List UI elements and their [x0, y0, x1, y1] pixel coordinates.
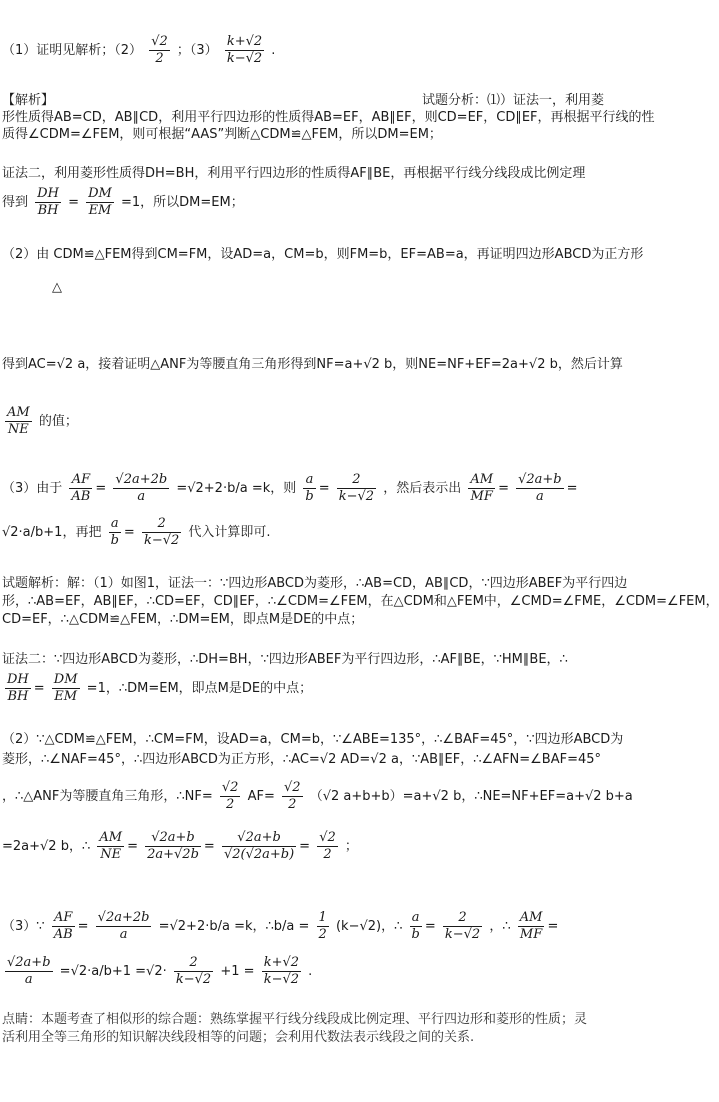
solution-line-5: $\frac{DH}{BH}$ = $\frac{DM}{EM}$ =1，∴DM=EM，即点M是DE的中点；	[7, 672, 313, 704]
solution-line-10: （3）∵ $\frac{AF}{AB}$ = $\frac{√2a+2b}{a}$ =√2+2·b/a =k，∴b/a = $\frac{1}{2}$ (k−√2)，∴ $\frac{a}{b}$ = $\frac{2}{k-√2}$ ，∴ $\frac{AM}{MF}$ =	[2, 910, 559, 942]
solution-line-7: 菱形，∴∠NAF=45°，∴四边形ABCD为正方形，∴AC=√2 AD=√2 a，∵AB∥EF，∴∠AFN=∠BAF=45°	[2, 752, 602, 767]
analysis-line-4: 得到 $\frac{DH}{BH}$ = $\frac{DM}{EM}$ =1，所以DM=EM；	[2, 186, 244, 218]
fraction-expr-f: $\frac{√2a+b}{a}$	[7, 955, 51, 987]
fraction-expr-d: $\frac{√2a+b}{√2(√2a+b)}$	[223, 830, 295, 862]
analysis-line-9: √2·a/b+1，再把 $\frac{a}{b}$ = $\frac{2}{k-√2}$ 代入计算即可.	[2, 516, 271, 548]
fraction-a-b-2: $\frac{a}{b}$	[110, 516, 119, 548]
solution-line-9: =2a+√2 b，∴ $\frac{AM}{NE}$ = $\frac{√2a+b}{2a+√2b}$ = $\frac{√2a+b}{√2(√2a+b)}$ = $\frac{√2}{2}$ ；	[2, 830, 358, 862]
fraction-dm-em-2: $\frac{DM}{EM}$	[53, 672, 78, 704]
fraction-2-k-4: $\frac{2}{k-√2}$	[175, 955, 212, 987]
fraction-am-ne: $\frac{AM}{NE}$	[7, 405, 30, 437]
fraction-root2-2-b: $\frac{√2}{2}$	[283, 780, 301, 812]
analysis-heading-row	[2, 93, 624, 109]
fraction-expr-c: $\frac{√2a+b}{2a+√2b}$	[147, 830, 199, 862]
fraction-root2-2-a: $\frac{√2}{2}$	[221, 780, 239, 812]
fraction-expr-b: $\frac{√2a+b}{a}$	[518, 472, 562, 504]
answer-line: （1）证明见解析；（2） $\frac{√2}{2}$ ；（3） $\frac{k+√2}{k-√2}$ .	[2, 34, 276, 66]
fraction-2-k-2: $\frac{2}{k-√2}$	[143, 516, 180, 548]
fraction-af-ab: $\frac{AF}{AB}$	[71, 472, 91, 504]
fraction-a-b-3: $\frac{a}{b}$	[411, 910, 420, 942]
fraction-final: $\frac{k+√2}{k-√2}$	[263, 955, 300, 987]
solution-line-8: ，∴△ANF为等腰直角三角形，∴NF= $\frac{√2}{2}$ AF= $\frac{√2}{2}$ （√2 a+b+b）=a+√2 b，∴NE=NF+EF=a+√2 b+a	[2, 780, 633, 812]
fraction-1-2: $\frac{1}{2}$	[318, 910, 327, 942]
fraction-root2-2-c: $\frac{√2}{2}$	[319, 830, 336, 862]
solution-line-2: 形，∴AB=EF，AB∥EF，∴CD=EF，CD∥EF，∴∠CDM=∠FEM，在△CDM和△FEM中，∠CMD=∠FME，∠CDM=∠FEM，	[2, 594, 719, 609]
solution-line-11: $\frac{√2a+b}{a}$ =√2·a/b+1 =√2· $\frac{2}{k-√2}$ +1 = $\frac{k+√2}{k-√2}$ .	[7, 955, 313, 987]
analysis-line-2: 质得∠CDM=∠FEM，则可根据“AAS”判断△CDM≌△FEM，所以DM=EM；	[2, 127, 442, 142]
fraction-expr-e: $\frac{√2a+2b}{a}$	[97, 910, 150, 942]
fraction-am-mf: $\frac{AM}{MF}$	[470, 472, 494, 504]
analysis-title: 试题分析：⑴）证法一，利用菱	[422, 93, 605, 108]
analysis-line-3: 证法二，利用菱形性质得DH=BH，利用平行四边形的性质得AF∥BE，再根据平行线分线段成比例定理	[2, 166, 586, 181]
solution-line-4: 证法二：∵四边形ABCD为菱形，∴DH=BH，∵四边形ABEF为平行四边形，∴AF∥BE，∵HM∥BE，∴	[2, 652, 568, 667]
analysis-heading: 【解析】	[2, 93, 55, 108]
answer-fraction-3: $\frac{k+√2}{k-√2}$	[226, 34, 263, 66]
answer-label: （1）证明见解析；（2）	[2, 43, 143, 58]
fraction-af-ab-2: $\frac{AF}{AB}$	[53, 910, 73, 942]
solution-line-1: 试题解析：解：（1）如图1，证法一：∵四边形ABCD为菱形，∴AB=CD，AB∥CD，∵四边形ABEF为平行四边	[2, 576, 628, 591]
fraction-2-k-3: $\frac{2}{k-√2}$	[444, 910, 481, 942]
answer-fraction-2: $\frac{√2}{2}$	[151, 34, 168, 66]
fraction-dh-bh: $\frac{DH}{BH}$	[37, 186, 59, 218]
analysis-line-7: $\frac{AM}{NE}$ 的值；	[7, 405, 78, 437]
fraction-a-b: $\frac{a}{b}$	[305, 472, 314, 504]
solution-line-3: CD=EF，∴△CDM≌△FEM，∴DM=EM，即点M是DE的中点；	[2, 612, 364, 627]
solution-line-6: （2）∵△CDM≌△FEM，∴CM=FM，设AD=a，CM=b，∵∠ABE=135°，∴∠BAF=45°，∵四边形ABCD为	[2, 732, 624, 747]
analysis-line-1: 形性质得AB=CD，AB∥CD，利用平行四边形的性质得AB=EF，AB∥EF，则CD=EF，CD∥EF，再根据平行线的性	[2, 110, 655, 125]
analysis-line-8: （3）由于 $\frac{AF}{AB}$ = $\frac{√2a+2b}{a}$ =√2+2·b/a =k，则 $\frac{a}{b}$ = $\frac{2}{k-√2}$ ，然后表示出 $\frac{AM}{MF}$ = $\frac{√2a+b}{a}$ =	[2, 472, 578, 504]
fraction-expr-a: $\frac{√2a+2b}{a}$	[115, 472, 168, 504]
fraction-2-k: $\frac{2}{k-√2}$	[338, 472, 375, 504]
fraction-am-mf-2: $\frac{AM}{MF}$	[519, 910, 543, 942]
comment-line-2: 活利用全等三角形的知识解决线段相等的问题；会利用代数法表示线段之间的关系.	[2, 1030, 475, 1045]
fraction-am-ne-2: $\frac{AM}{NE}$	[99, 830, 123, 862]
comment-line-1: 点睛：本题考查了相似形的综合题：熟练掌握平行线分线段成比例定理、平行四边形和菱形的性质；灵	[2, 1012, 588, 1027]
fraction-dm-em: $\frac{DM}{EM}$	[88, 186, 112, 218]
analysis-line-5: （2）由 CDM≌△FEM得到CM=FM，设AD=a，CM=b，则FM=b，EF=AB=a，再证明四边形ABCD为正方形	[2, 247, 644, 262]
fraction-dh-bh-2: $\frac{DH}{BH}$	[7, 672, 29, 704]
analysis-line-5b: △	[52, 280, 62, 295]
analysis-line-6: 得到AC=√2 a，接着证明△ANF为等腰直角三角形得到NF=a+√2 b，则NE=NF+EF=2a+√2 b，然后计算	[2, 357, 623, 372]
